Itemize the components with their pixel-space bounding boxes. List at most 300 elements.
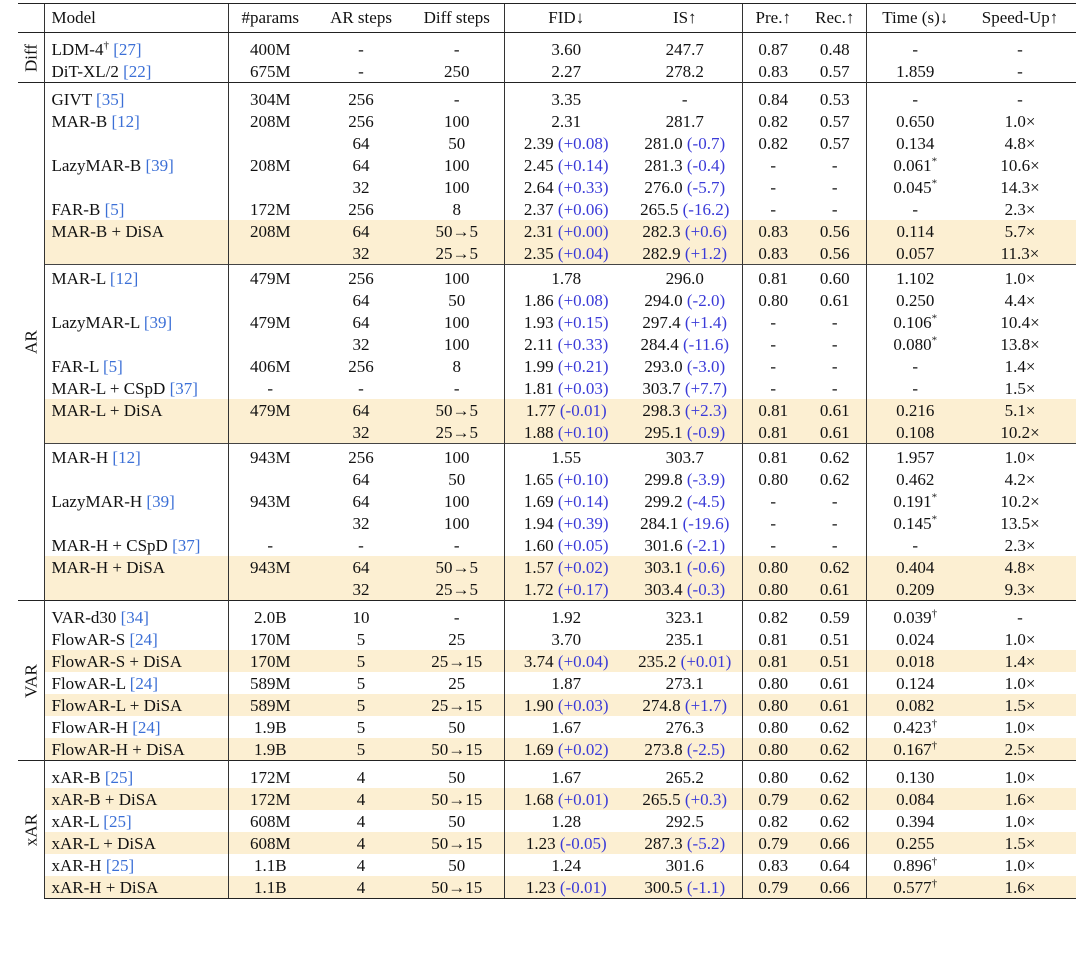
diff-steps-cell: 8 bbox=[452, 200, 461, 219]
model-name: xAR-H + DiSA bbox=[51, 878, 159, 897]
speedup-cell: 1.5× bbox=[1004, 379, 1036, 398]
model-name: xAR-B bbox=[51, 768, 101, 787]
is-value: 281.3 bbox=[644, 156, 683, 175]
is-cell bbox=[628, 761, 742, 789]
precision-cell: 0.79 bbox=[742, 788, 804, 810]
speedup-cell: 10.2× bbox=[1000, 492, 1040, 511]
citation-link: [25] bbox=[104, 768, 134, 787]
ar-steps-cell: 64 bbox=[312, 220, 410, 242]
fid-value: 1.23 bbox=[525, 878, 556, 897]
params-cell bbox=[228, 421, 312, 444]
ar-steps-cell: 256 bbox=[312, 444, 410, 469]
time-footnote-mark: * bbox=[931, 177, 938, 190]
is-value: 284.1 bbox=[640, 514, 679, 533]
is-value: 235.1 bbox=[665, 630, 704, 649]
fid-cell bbox=[504, 810, 628, 832]
precision-cell: 0.81 bbox=[742, 444, 804, 469]
params-cell: 170M bbox=[228, 650, 312, 672]
is-cell bbox=[628, 265, 742, 290]
fid-value: 3.35 bbox=[551, 90, 582, 109]
fid-delta: (+0.33) bbox=[557, 335, 609, 354]
diff-steps-cell: 25 bbox=[448, 674, 466, 693]
time-value: 0.024 bbox=[896, 630, 935, 649]
model-name: xAR-H bbox=[51, 856, 102, 875]
time-value: 0.134 bbox=[896, 134, 935, 153]
header-ar-steps: AR steps bbox=[312, 4, 410, 33]
diff-steps-cell: 50→15 bbox=[410, 738, 504, 761]
recall-cell: - bbox=[831, 536, 838, 555]
ar-steps-cell: 4 bbox=[312, 876, 410, 899]
params-cell: 406M bbox=[228, 355, 312, 377]
speedup-cell: 1.6× bbox=[964, 876, 1076, 899]
table-row bbox=[18, 265, 1076, 290]
params-cell: 608M bbox=[228, 832, 312, 854]
recall-cell: 0.57 bbox=[819, 112, 850, 131]
speedup-cell: 1.5× bbox=[964, 832, 1076, 854]
speedup-cell: 2.5× bbox=[964, 738, 1076, 761]
speedup-cell: 4.4× bbox=[1004, 291, 1036, 310]
params-cell: 208M bbox=[228, 220, 312, 242]
fid-value: 2.45 bbox=[523, 156, 554, 175]
model-name: MAR-H + CSpD bbox=[51, 536, 168, 555]
fid-delta: (+0.10) bbox=[557, 423, 609, 442]
speedup-cell: 1.0× bbox=[964, 444, 1076, 469]
fid-delta: (+0.06) bbox=[557, 200, 609, 219]
model-cell bbox=[44, 176, 228, 198]
time-footnote-mark: * bbox=[931, 155, 938, 168]
time-value: 1.859 bbox=[896, 62, 935, 81]
group-label-cell bbox=[18, 601, 44, 761]
params-cell: 943M bbox=[228, 556, 312, 578]
ar-steps-cell: 64 bbox=[352, 492, 370, 511]
is-value: 299.8 bbox=[644, 470, 683, 489]
recall-cell: - bbox=[831, 178, 838, 197]
precision-cell: 0.80 bbox=[742, 289, 804, 311]
ar-steps-cell: 64 bbox=[352, 156, 370, 175]
params-cell bbox=[228, 333, 312, 355]
is-cell bbox=[628, 650, 742, 672]
recall-cell: 0.61 bbox=[819, 291, 850, 310]
time-cell bbox=[866, 738, 964, 761]
precision-cell: - bbox=[742, 311, 804, 333]
model-cell bbox=[44, 556, 228, 578]
diff-steps-cell: 100 bbox=[410, 265, 504, 290]
fid-value: 2.27 bbox=[551, 62, 582, 81]
fid-value: 3.60 bbox=[551, 40, 582, 59]
diff-steps-cell: 50→15 bbox=[410, 832, 504, 854]
table-row bbox=[18, 311, 1076, 333]
model-cell bbox=[44, 534, 228, 556]
time-cell bbox=[866, 761, 964, 789]
citation-link: [37] bbox=[172, 536, 201, 555]
params-cell: 208M bbox=[228, 110, 312, 132]
precision-cell: 0.80 bbox=[742, 468, 804, 490]
diff-steps-cell: 50 bbox=[448, 718, 466, 737]
is-cell bbox=[628, 154, 742, 176]
params-cell: 479M bbox=[228, 399, 312, 421]
is-delta: (-5.7) bbox=[686, 178, 726, 197]
citation-link: [22] bbox=[123, 62, 152, 81]
params-cell: 589M bbox=[228, 672, 312, 694]
table-row bbox=[18, 601, 1076, 629]
is-cell bbox=[628, 33, 742, 61]
is-cell bbox=[628, 444, 742, 469]
model-cell bbox=[44, 672, 228, 694]
fid-cell bbox=[504, 399, 628, 421]
citation-link: [24] bbox=[129, 674, 159, 693]
recall-cell: 0.61 bbox=[804, 421, 866, 444]
table-row bbox=[18, 694, 1076, 716]
is-value: 287.3 bbox=[644, 834, 683, 853]
diff-steps-cell: 50→5 bbox=[410, 556, 504, 578]
is-delta: (-1.1) bbox=[686, 878, 726, 897]
citation-link: [12] bbox=[112, 448, 141, 467]
recall-cell: 0.64 bbox=[819, 856, 850, 875]
is-value: 281.0 bbox=[644, 134, 683, 153]
diff-steps-cell: 50→5 bbox=[410, 220, 504, 242]
time-value: 0.080 bbox=[893, 335, 932, 354]
fid-delta: (+0.21) bbox=[557, 357, 609, 376]
model-footnote-mark: † bbox=[103, 39, 109, 52]
fid-delta: (+0.15) bbox=[557, 313, 609, 332]
is-delta: (+0.01) bbox=[680, 652, 732, 671]
ar-steps-cell: 4 bbox=[312, 761, 410, 789]
is-value: 273.8 bbox=[644, 740, 683, 759]
table-row bbox=[18, 176, 1076, 198]
fid-value: 1.55 bbox=[551, 448, 582, 467]
precision-cell: 0.83 bbox=[742, 242, 804, 265]
model-cell bbox=[44, 738, 228, 761]
fid-delta: (+0.03) bbox=[557, 379, 609, 398]
is-cell bbox=[628, 716, 742, 738]
is-value: - bbox=[681, 90, 688, 109]
precision-cell: 0.79 bbox=[742, 876, 804, 899]
group-label-cell bbox=[18, 33, 44, 83]
params-cell: 608M bbox=[228, 810, 312, 832]
speedup-cell: 4.8× bbox=[1004, 134, 1036, 153]
recall-cell: 0.56 bbox=[804, 242, 866, 265]
precision-cell: - bbox=[742, 355, 804, 377]
recall-cell: 0.62 bbox=[804, 738, 866, 761]
diff-steps-cell: 8 bbox=[452, 357, 461, 376]
time-cell bbox=[866, 421, 964, 444]
precision-cell: 0.83 bbox=[742, 220, 804, 242]
fid-cell bbox=[504, 110, 628, 132]
fid-value: 2.31 bbox=[551, 112, 582, 131]
fid-cell bbox=[504, 333, 628, 355]
diff-steps-cell: 50→15 bbox=[410, 876, 504, 899]
fid-cell bbox=[504, 311, 628, 333]
params-cell: - bbox=[228, 377, 312, 399]
fid-value: 1.94 bbox=[523, 514, 554, 533]
table-row bbox=[18, 399, 1076, 421]
speedup-cell: 5.7× bbox=[964, 220, 1076, 242]
is-cell bbox=[628, 355, 742, 377]
model-cell bbox=[44, 421, 228, 444]
model-cell bbox=[44, 311, 228, 333]
is-cell bbox=[628, 810, 742, 832]
citation-link: [12] bbox=[109, 269, 139, 288]
params-cell: 943M bbox=[228, 444, 312, 469]
precision-cell: - bbox=[742, 512, 804, 534]
ar-steps-cell: - bbox=[358, 62, 364, 81]
fid-cell bbox=[504, 83, 628, 111]
fid-delta: (+0.00) bbox=[557, 222, 609, 241]
time-value: 0.250 bbox=[896, 291, 935, 310]
diff-steps-cell: 50→5 bbox=[410, 399, 504, 421]
is-value: 276.0 bbox=[644, 178, 683, 197]
fid-cell bbox=[504, 198, 628, 220]
time-value: 0.191 bbox=[893, 492, 932, 511]
time-cell bbox=[866, 132, 964, 154]
table-row bbox=[18, 444, 1076, 469]
table-row bbox=[18, 198, 1076, 220]
fid-cell bbox=[504, 578, 628, 601]
is-cell bbox=[628, 556, 742, 578]
fid-cell bbox=[504, 421, 628, 444]
ar-steps-cell: - bbox=[358, 536, 364, 555]
recall-cell: 0.62 bbox=[819, 718, 850, 737]
time-value: - bbox=[912, 379, 919, 398]
is-cell bbox=[628, 468, 742, 490]
is-delta: (-0.7) bbox=[686, 134, 726, 153]
diff-steps-cell: 50 bbox=[448, 291, 466, 310]
fid-delta: (-0.05) bbox=[559, 834, 607, 853]
time-value: 0.216 bbox=[896, 401, 935, 420]
time-value: 1.957 bbox=[896, 448, 935, 467]
is-value: 282.9 bbox=[642, 244, 681, 263]
model-cell bbox=[44, 694, 228, 716]
time-footnote-mark: * bbox=[931, 312, 938, 325]
ar-steps-cell: 32 bbox=[352, 178, 370, 197]
is-value: 284.4 bbox=[640, 335, 679, 354]
diff-steps-cell: 25→5 bbox=[410, 578, 504, 601]
time-cell bbox=[866, 788, 964, 810]
ar-steps-cell: 5 bbox=[312, 650, 410, 672]
ar-steps-cell: 64 bbox=[312, 399, 410, 421]
diff-steps-cell: 100 bbox=[444, 112, 470, 131]
is-value: 298.3 bbox=[642, 401, 681, 420]
ar-steps-cell: 5 bbox=[312, 694, 410, 716]
fid-cell bbox=[504, 716, 628, 738]
model-cell bbox=[44, 854, 228, 876]
precision-cell: 0.81 bbox=[742, 421, 804, 444]
is-delta: (+2.3) bbox=[684, 401, 728, 420]
diff-steps-cell: 25→5 bbox=[410, 421, 504, 444]
fid-cell bbox=[504, 60, 628, 83]
citation-link: [5] bbox=[102, 357, 123, 376]
fid-cell bbox=[504, 672, 628, 694]
recall-cell: - bbox=[831, 492, 838, 511]
citation-link: [35] bbox=[96, 90, 125, 109]
table-row bbox=[18, 716, 1076, 738]
params-cell: 170M bbox=[228, 628, 312, 650]
time-value: 0.209 bbox=[896, 580, 935, 599]
table-row bbox=[18, 220, 1076, 242]
is-cell bbox=[628, 60, 742, 83]
time-value: 0.423 bbox=[893, 718, 932, 737]
fid-cell bbox=[504, 490, 628, 512]
table-body bbox=[18, 33, 1076, 899]
header-model: Model bbox=[44, 4, 228, 33]
fid-cell bbox=[504, 242, 628, 265]
is-value: 278.2 bbox=[665, 62, 704, 81]
fid-value: 1.86 bbox=[523, 291, 554, 310]
fid-cell bbox=[504, 132, 628, 154]
is-cell bbox=[628, 289, 742, 311]
is-delta: (-0.3) bbox=[686, 580, 726, 599]
model-name: FAR-L bbox=[51, 357, 99, 376]
model-name: FlowAR-L bbox=[51, 674, 126, 693]
is-delta: (-3.9) bbox=[686, 470, 726, 489]
recall-cell: 0.62 bbox=[804, 444, 866, 469]
fid-value: 2.31 bbox=[523, 222, 554, 241]
fid-value: 1.78 bbox=[551, 269, 582, 288]
model-name: LazyMAR-H bbox=[51, 492, 143, 511]
ar-steps-cell: 32 bbox=[352, 514, 370, 533]
is-value: 301.6 bbox=[644, 536, 683, 555]
speedup-cell: - bbox=[1017, 62, 1023, 81]
fid-delta: (+0.39) bbox=[557, 514, 609, 533]
is-cell bbox=[628, 854, 742, 876]
is-cell bbox=[628, 377, 742, 399]
is-value: 247.7 bbox=[665, 40, 704, 59]
speedup-cell: 1.0× bbox=[1004, 718, 1036, 737]
model-name: LazyMAR-L bbox=[51, 313, 140, 332]
precision-cell: 0.83 bbox=[742, 60, 804, 83]
table-row bbox=[18, 333, 1076, 355]
time-footnote-mark: * bbox=[931, 513, 938, 526]
is-delta: (-11.6) bbox=[682, 335, 730, 354]
params-cell: 479M bbox=[228, 311, 312, 333]
header-precision: Pre.↑ bbox=[742, 4, 804, 33]
is-cell bbox=[628, 738, 742, 761]
model-cell bbox=[44, 289, 228, 311]
fid-delta: (+0.08) bbox=[557, 291, 609, 310]
time-cell bbox=[866, 556, 964, 578]
is-cell bbox=[628, 198, 742, 220]
is-delta: (-19.6) bbox=[682, 514, 730, 533]
time-cell bbox=[866, 60, 964, 83]
time-cell bbox=[866, 377, 964, 399]
precision-cell: - bbox=[742, 377, 804, 399]
speedup-cell: 2.3× bbox=[1004, 200, 1036, 219]
model-cell bbox=[44, 110, 228, 132]
ar-steps-cell: 5 bbox=[356, 674, 366, 693]
diff-steps-cell: 25→15 bbox=[410, 650, 504, 672]
table-row bbox=[18, 355, 1076, 377]
is-cell bbox=[628, 601, 742, 629]
time-footnote-mark: † bbox=[931, 607, 938, 620]
model-cell bbox=[44, 716, 228, 738]
model-name: LDM-4 bbox=[51, 40, 104, 59]
is-cell bbox=[628, 333, 742, 355]
time-cell bbox=[866, 289, 964, 311]
diff-steps-cell: - bbox=[453, 536, 460, 555]
is-cell bbox=[628, 628, 742, 650]
table-row bbox=[18, 132, 1076, 154]
is-value: 276.3 bbox=[665, 718, 704, 737]
speedup-cell: 1.0× bbox=[964, 761, 1076, 789]
header-row bbox=[18, 4, 1076, 33]
header-diff-steps: Diff steps bbox=[410, 4, 504, 33]
ar-steps-cell: 256 bbox=[312, 83, 410, 111]
ar-steps-cell: - bbox=[312, 33, 410, 61]
precision-cell: 0.80 bbox=[742, 578, 804, 601]
model-cell bbox=[44, 761, 228, 789]
recall-cell: 0.62 bbox=[819, 812, 850, 831]
time-value: - bbox=[912, 90, 919, 109]
recall-cell: 0.51 bbox=[819, 630, 850, 649]
precision-cell: 0.80 bbox=[742, 761, 804, 789]
model-name: FlowAR-H bbox=[51, 718, 129, 737]
fid-delta: (+0.14) bbox=[557, 156, 609, 175]
is-cell bbox=[628, 110, 742, 132]
fid-cell bbox=[504, 377, 628, 399]
model-name: xAR-L + DiSA bbox=[51, 834, 156, 853]
table-row bbox=[18, 377, 1076, 399]
diff-steps-cell: 25 bbox=[448, 630, 466, 649]
ar-steps-cell: 5 bbox=[356, 630, 366, 649]
fid-cell bbox=[504, 788, 628, 810]
time-value: 0.084 bbox=[896, 790, 935, 809]
params-cell: 400M bbox=[228, 33, 312, 61]
ar-steps-cell: 10 bbox=[312, 601, 410, 629]
table-row bbox=[18, 421, 1076, 444]
ar-steps-cell: 4 bbox=[312, 832, 410, 854]
model-name: MAR-H bbox=[51, 448, 109, 467]
time-cell bbox=[866, 876, 964, 899]
time-cell bbox=[866, 490, 964, 512]
fid-value: 1.87 bbox=[551, 674, 582, 693]
fid-cell bbox=[504, 444, 628, 469]
speedup-cell: 9.3× bbox=[964, 578, 1076, 601]
params-cell bbox=[228, 132, 312, 154]
fid-value: 1.65 bbox=[523, 470, 554, 489]
params-cell: 208M bbox=[228, 154, 312, 176]
time-cell bbox=[866, 512, 964, 534]
model-name: FlowAR-L + DiSA bbox=[51, 696, 183, 715]
recall-cell: - bbox=[831, 200, 838, 219]
group-label-cell bbox=[18, 761, 44, 899]
recall-cell: 0.62 bbox=[804, 788, 866, 810]
time-value: 0.167 bbox=[893, 740, 932, 759]
fid-value: 1.67 bbox=[551, 718, 582, 737]
header-group bbox=[18, 4, 44, 33]
is-delta: (-5.2) bbox=[686, 834, 726, 853]
precision-cell: 0.87 bbox=[742, 33, 804, 61]
model-cell bbox=[44, 220, 228, 242]
diff-steps-cell: 50 bbox=[448, 470, 466, 489]
fid-cell bbox=[504, 355, 628, 377]
time-cell bbox=[866, 83, 964, 111]
time-cell bbox=[866, 110, 964, 132]
is-value: 303.7 bbox=[642, 379, 681, 398]
time-value: 0.462 bbox=[896, 470, 935, 489]
ar-steps-cell: - bbox=[358, 379, 364, 398]
time-cell bbox=[866, 333, 964, 355]
is-cell bbox=[628, 534, 742, 556]
model-name: MAR-L + CSpD bbox=[51, 379, 166, 398]
table-row bbox=[18, 289, 1076, 311]
time-footnote-mark: † bbox=[931, 717, 938, 730]
table-row bbox=[18, 556, 1076, 578]
recall-cell: 0.57 bbox=[819, 62, 850, 81]
is-cell bbox=[628, 220, 742, 242]
time-cell bbox=[866, 694, 964, 716]
fid-value: 2.39 bbox=[523, 134, 554, 153]
recall-cell: 0.62 bbox=[804, 556, 866, 578]
